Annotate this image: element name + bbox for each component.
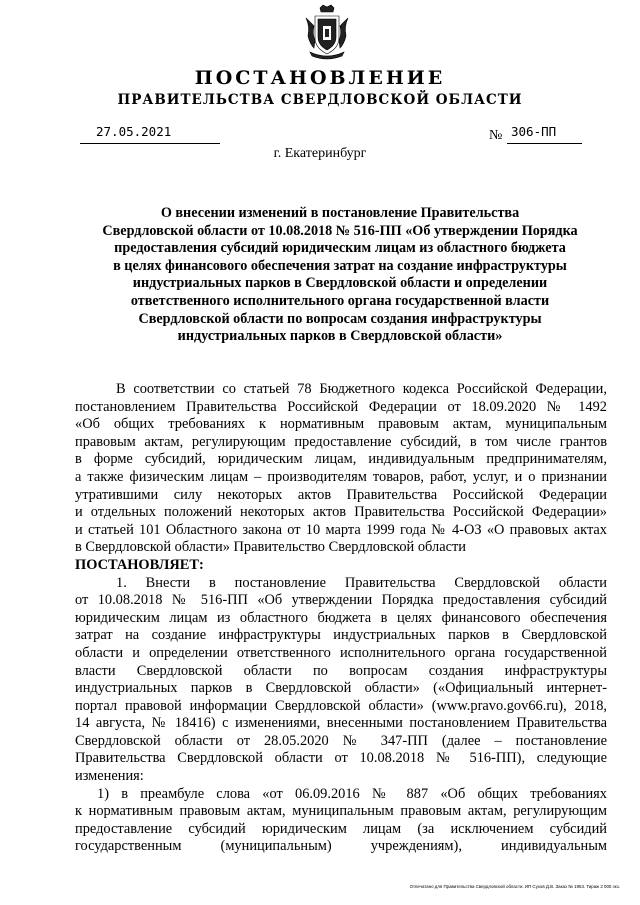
resolves-heading: ПОСТАНОВЛЯЕТ: [75,556,204,573]
body-line: юридическим лицам из областного бюджета в целях финансового обеспечения [75,609,607,626]
body-line: утратившими силу некоторых актов Правительства Российской Федерации [75,486,607,503]
body-line: к нормативным правовым актам, муниципальным правовым актам, регулирующим [75,803,607,820]
body-line: Свердловской области от 28.05.2020 № 347-ПП (далее – постановление [75,732,607,749]
title-line: индустриальных парков в Свердловской области» [177,328,503,345]
number-label: № [489,128,503,143]
document-number: 306-ПП [507,124,582,144]
body-line: 1. Внести в постановление Правительства Свердловской области [116,574,607,591]
issuer-subtitle: ПРАВИТЕЛЬСТВА СВЕРДЛОВСКОЙ ОБЛАСТИ [117,92,523,108]
title-line: Свердловской области от 10.08.2018 № 516-ПП «Об утверждении Порядка [102,222,578,239]
body-line: предоставление субсидий юридическим лицам (за исключением субсидий [75,820,607,837]
body-line: индустриальных парков в Свердловской области» («Официальный интернет- [75,680,607,697]
title-line: Свердловской области по вопросам создания инфраструктуры [138,310,542,327]
body-line: затрат на создание инфраструктуры индустриальных парков в Свердловской [75,627,607,644]
title-line: индустриальных парков в Свердловской области и определении [132,275,548,292]
title-line: О внесении изменений в постановление Правительства [160,205,520,221]
body-line: от 10.08.2018 № 516-ПП «Об утверждении Порядка предоставления субсидий [75,592,607,609]
print-footer: Отпечатано для Правительства Свердловской области. ИП Сухов Д.В. Заказ № 1953. Тираж 2 000 экз. [409,884,620,889]
body-line: 14 августа, № 18416) с изменениями, внесенными постановлением Правительства [75,715,607,732]
body-line: 1) в преамбуле слова «от 06.09.2016 № 887 «Об общих требованиях [97,785,607,802]
body-line: В соответствии со статьей 78 Бюджетного кодекса Российской Федерации, [116,381,607,397]
coat-of-arms-icon [302,4,352,62]
body-line: государственным (муниципальным) учреждениям), индивидуальным [75,838,607,855]
body-line: в Свердловской области» Правительство Свердловской области [75,539,466,556]
title-line: ответственного исполнительного органа государственной власти [130,292,550,309]
body-line: портал правовой информации Свердловской области» (www.pravo.gov66.ru), 2018, [75,697,607,714]
body-line: «Об общих требованиях к нормативным правовым актам, муниципальным [75,416,607,433]
body-line: власти Свердловской области по вопросам создания инфраструктуры [75,662,607,679]
document-body [75,381,607,856]
document-type-title: ПОСТАНОВЛЕНИЕ [194,67,446,89]
city: г. Екатеринбург [273,146,367,161]
body-line: в форме субсидий, юридическим лицам, индивидуальным предпринимателям, [75,451,607,468]
body-line: и статьей 101 Областного закона от 10 марта 1999 года № 4-ОЗ «О правовых актах [75,521,607,538]
title-line: предоставления субсидий юридическим лицам из областного бюджета [114,240,566,257]
document-date: 27.05.2021 [80,124,220,144]
body-line: Правительства Свердловской области от 10.08.2018 № 516-ПП), следующие [75,750,607,767]
body-line: и отдельных положений некоторых актов Правительства Российской Федерации» [75,504,607,521]
resolution-title [64,205,616,346]
body-line: правовым актам, регулирующим предоставление субсидий, в том числе грантов [75,433,607,450]
body-line: области и определении ответственного исполнительного органа государственной [75,644,607,661]
title-line: в целях финансового обеспечения затрат на создание инфраструктуры [113,257,567,274]
body-line: а также физическим лицам – производителям товаров, работ, услуг, и о признании [75,468,607,485]
body-line: изменения: [75,768,144,785]
body-line: постановлением Правительства Российской Федерации от 18.09.2020 № 1492 [75,398,607,415]
